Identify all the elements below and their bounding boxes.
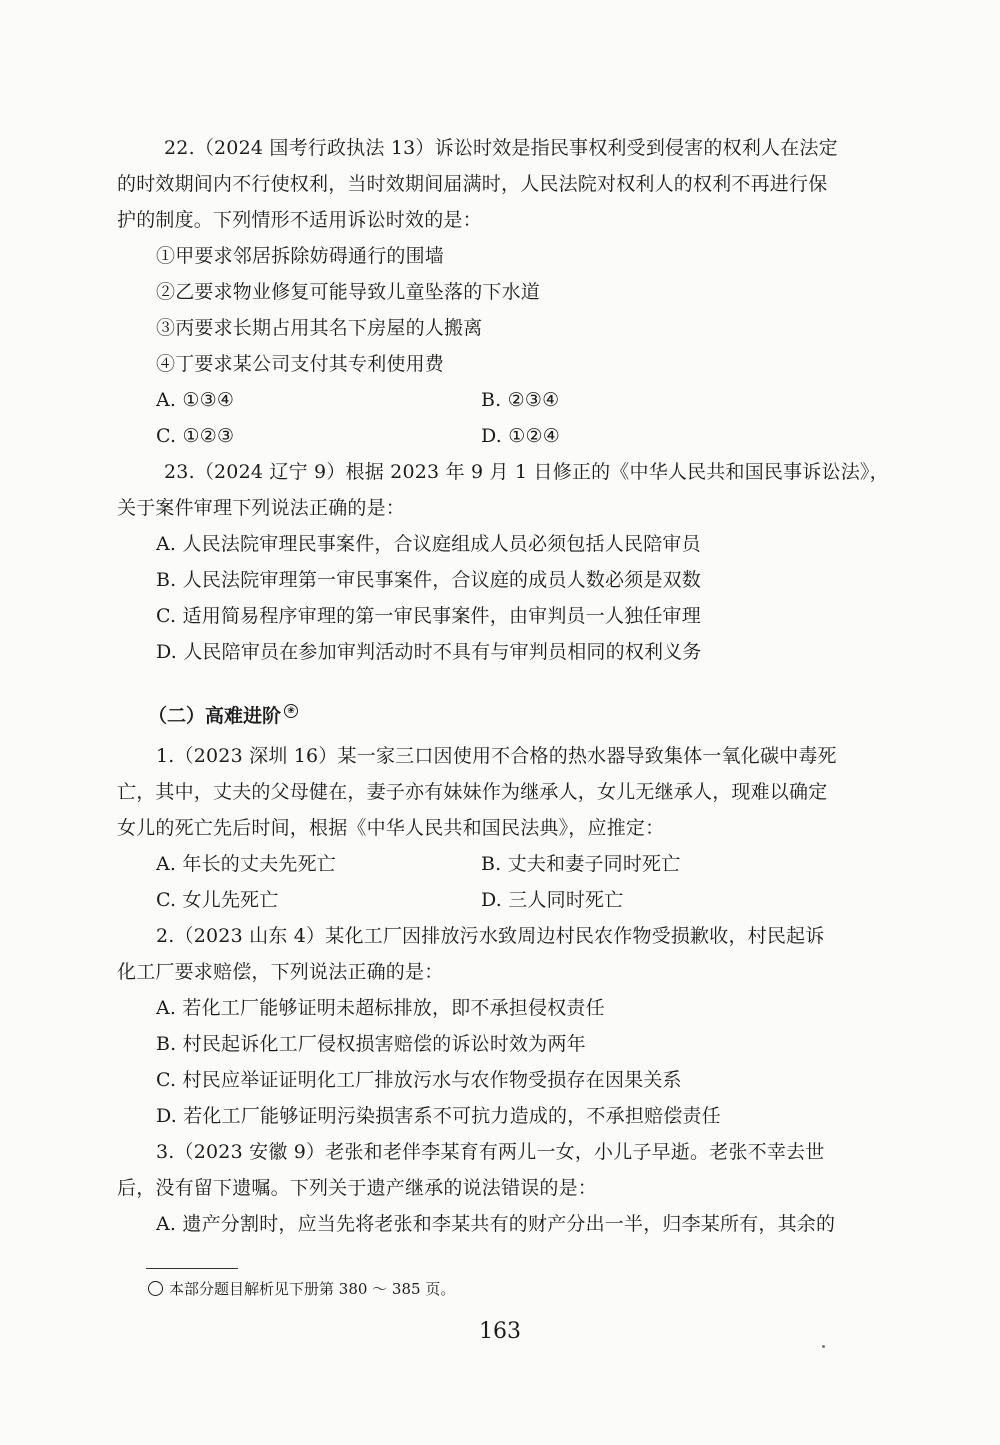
page-number: 163 [479, 1319, 521, 1344]
q23-option-c: C. 适用简易程序审理的第一审民事案件，由审判员一人独任审理 [156, 605, 701, 627]
q22-stem-line-2: 的时效期间内不行使权利，当时效期间届满时，人民法院对权利人的权利不再进行保 [117, 173, 828, 195]
adv3-stem-line-1: 3.（2023 安徽 9）老张和老伴李某育有两儿一女，小儿子早逝。老张不幸去世 [156, 1141, 825, 1163]
q22-item-4: ④丁要求某公司支付其专利使用费 [156, 353, 445, 375]
section-heading-text: （二）高难进阶 [148, 705, 282, 727]
adv1-stem-line-3: 女儿的死亡先后时间，根据《中华人民共和国民法典》，应推定： [117, 817, 665, 839]
q23-option-d: D. 人民陪审员在参加审判活动时不具有与审判员相同的权利义务 [156, 641, 702, 663]
adv2-option-b: B. 村民起诉化工厂侵权损害赔偿的诉讼时效为两年 [156, 1033, 586, 1055]
footnote-marker-icon: ❀ [284, 704, 298, 718]
footnote-text: 本部分题目解析见下册第 380 ～ 385 页。 [169, 1280, 456, 1298]
adv2-option-c: C. 村民应举证证明化工厂排放污水与农作物受损存在因果关系 [156, 1069, 682, 1091]
adv2-stem-line-2: 化工厂要求赔偿，下列说法正确的是： [117, 961, 444, 983]
adv1-option-b: B. 丈夫和妻子同时死亡 [481, 853, 681, 875]
adv1-option-d: D. 三人同时死亡 [481, 889, 624, 911]
q22-stem-line-3: 护的制度。下列情形不适用诉讼时效的是： [117, 209, 482, 231]
q22-option-c: C. ①②③ [156, 425, 235, 447]
section-heading [148, 704, 298, 728]
q23-option-a: A. 人民法院审理民事案件，合议庭组成人员必须包括人民陪审员 [156, 533, 701, 555]
adv2-option-a: A. 若化工厂能够证明未超标排放，即不承担侵权责任 [156, 997, 605, 1019]
adv3-stem-line-2: 后，没有留下遗嘱。下列关于遗产继承的说法错误的是： [117, 1177, 598, 1199]
adv2-option-d: D. 若化工厂能够证明污染损害系不可抗力造成的，不承担赔偿责任 [156, 1105, 721, 1127]
footnote-marker-icon [148, 1281, 163, 1296]
adv1-option-c: C. 女儿先死亡 [156, 889, 279, 911]
q22-stem-line-1: 22.（2024 国考行政执法 13）诉讼时效是指民事权利受到侵害的权利人在法定 [164, 137, 838, 159]
q22-item-2: ②乙要求物业修复可能导致儿童坠落的下水道 [156, 281, 541, 303]
q22-option-a: A. ①③④ [156, 389, 235, 411]
q22-item-3: ③丙要求长期占用其名下房屋的人搬离 [156, 317, 483, 339]
q22-option-d: D. ①②④ [481, 425, 560, 447]
footnote-divider [146, 1268, 238, 1269]
adv2-stem-line-1: 2.（2023 山东 4）某化工厂因排放污水致周边村民农作物受损歉收，村民起诉 [156, 925, 825, 947]
q23-option-b: B. 人民法院审理第一审民事案件，合议庭的成员人数必须是双数 [156, 569, 702, 591]
q22-option-b: B. ②③④ [481, 389, 560, 411]
q22-item-1: ①甲要求邻居拆除妨碍通行的围墙 [156, 245, 445, 267]
adv1-stem-line-1: 1.（2023 深圳 16）某一家三口因使用不合格的热水器导致集体一氧化碳中毒死 [156, 745, 837, 767]
q23-stem-line-2: 关于案件审理下列说法正确的是： [117, 497, 406, 519]
footnote [148, 1279, 455, 1299]
adv3-option-a: A. 遗产分割时，应当先将老张和李某共有的财产分出一半，归李某所有，其余的 [156, 1213, 836, 1235]
adv1-option-a: A. 年长的丈夫先死亡 [156, 853, 337, 875]
q23-stem-line-1: 23.（2024 辽宁 9）根据 2023 年 9 月 1 日修正的《中华人民共和国民事诉讼法》， [164, 461, 889, 483]
adv1-stem-line-2: 亡，其中，丈夫的父母健在，妻子亦有妹妹作为继承人，女儿无继承人，现难以确定 [117, 781, 828, 803]
scan-speck [822, 1345, 825, 1348]
